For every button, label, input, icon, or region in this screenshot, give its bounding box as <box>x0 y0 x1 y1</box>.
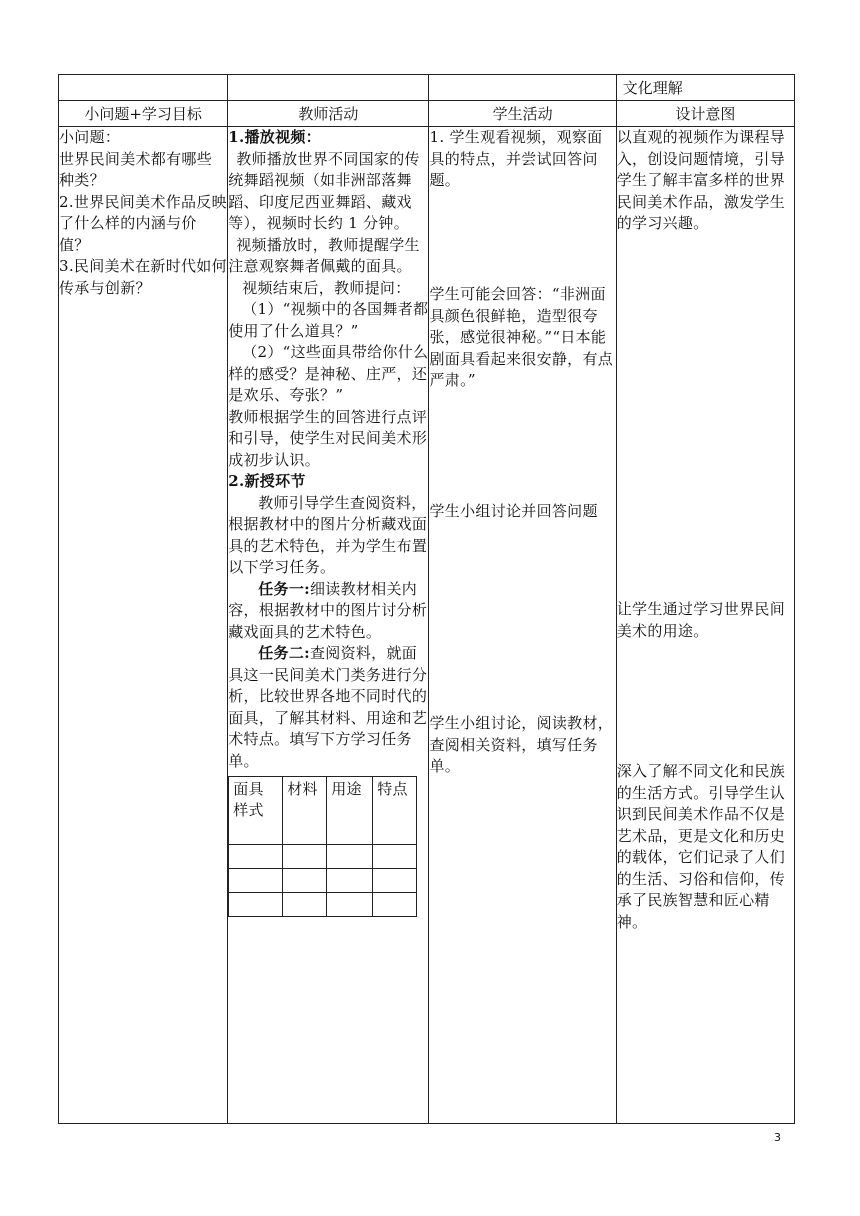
student-activity-cell <box>429 127 616 1124</box>
design-intent-3: 深入了解不同文化和民族的生活方式。引导学生认识到民间美术作品不仅是艺术品，更是文化和历史的载体，它们记录了人们的生活、习俗和信仰，传承了民族智慧和匠心精神。 <box>616 762 786 931</box>
student-activity-1: 1. 学生观看视频，观察面具的特点，并尝试回答问题。 <box>429 128 603 189</box>
table-body-row <box>59 127 795 1124</box>
worksheet-header-row <box>229 777 417 845</box>
worksheet-empty-row <box>229 869 417 893</box>
questions-cell <box>59 127 228 1124</box>
worksheet-header-feature: 特点 <box>373 777 417 845</box>
culture-label: 文化理解 <box>616 75 794 101</box>
page-number: 3 <box>774 1131 781 1144</box>
worksheet-table <box>228 776 417 917</box>
section-1-para-2: 视频播放时，教师提醒学生注意观察舞者佩戴的面具。 <box>228 235 420 275</box>
section-1-question-1: （1）“视频中的各国舞者都使用了什么道具？” <box>228 300 429 340</box>
student-activity-2: 学生可能会回答：“非洲面具颜色很鲜艳，造型很夸张，感觉很神秘。”“日本能剧面具看起来很安静，有点严肃。” <box>429 285 614 389</box>
worksheet-empty-row <box>229 845 417 869</box>
section-2-title: 2.新授环节 <box>228 472 306 490</box>
task-1-label: 任务一: <box>258 579 310 598</box>
question-1: 世界民间美术都有哪些种类？ <box>59 149 213 189</box>
header-student-activity: 学生活动 <box>429 101 616 127</box>
task-1 <box>228 579 428 644</box>
task-2-label: 任务二: <box>258 644 310 662</box>
table-header-row <box>59 101 795 127</box>
header-design-intent: 设计意图 <box>616 101 794 127</box>
section-1-para-4: 教师根据学生的回答进行点评和引导，使学生对民间美术形成初步认识。 <box>228 407 428 469</box>
design-intent-cell <box>616 127 794 1124</box>
questions-label: 小问题： <box>59 128 121 146</box>
student-activity-4: 学生小组讨论，阅读教材，查阅相关资料，填写任务单。 <box>429 714 614 775</box>
task-1-text: 细读教材相关内容，根据教材中的图片讨分析藏戏面具的艺术特色。 <box>228 579 428 641</box>
section-1-title: 1.播放视频： <box>228 128 321 146</box>
task-2 <box>228 643 428 772</box>
worksheet-header-use: 用途 <box>327 777 373 845</box>
header-questions: 小问题+学习目标 <box>59 101 228 127</box>
worksheet-header-material: 材料 <box>283 777 327 845</box>
section-2-para-1: 教师引导学生查阅资料，根据教材中的图片分析藏戏面具的艺术特色，并为学生布置以下学习任务。 <box>228 493 428 576</box>
design-intent-2: 让学生通过学习世界民间美术的用途。 <box>616 600 786 640</box>
section-1-para-1: 教师播放世界不同国家的传统舞蹈视频（如非洲部落舞蹈、印度尼西亚舞蹈、藏戏等），视频时长约 1 分钟。 <box>228 149 420 232</box>
lesson-plan-table <box>58 74 795 1124</box>
worksheet-header-style: 面具样式 <box>229 777 283 845</box>
design-intent-1: 以直观的视频作为课程导入，创设问题情境，引导学生了解丰富多样的世界民间美术作品，激发学生的学习兴趣。 <box>616 128 786 232</box>
section-1-para-3: 视频结束后，教师提问： <box>242 278 411 297</box>
task-2-text: 查阅资料，就面具这一民间美术门类务进行分析，比较世界各地不同时代的面具，了解其材料、用途和艺术特点。填写下方学习任务单。 <box>228 644 428 770</box>
section-1-question-2: （2）“这些面具带给你什么样的感受？是神秘、庄严，还是欢乐、夸张？” <box>228 343 429 404</box>
worksheet-empty-row <box>229 893 417 917</box>
table-top-row <box>59 75 795 101</box>
question-3: 3.民间美术在新时代如何传承与创新？ <box>59 257 227 297</box>
header-teacher-activity: 教师活动 <box>228 101 429 127</box>
question-2: 2.世界民间美术作品反映了什么样的内涵与价值？ <box>59 192 227 254</box>
student-activity-3: 学生小组讨论并回答问题 <box>429 502 598 520</box>
teacher-activity-cell <box>228 127 429 1124</box>
